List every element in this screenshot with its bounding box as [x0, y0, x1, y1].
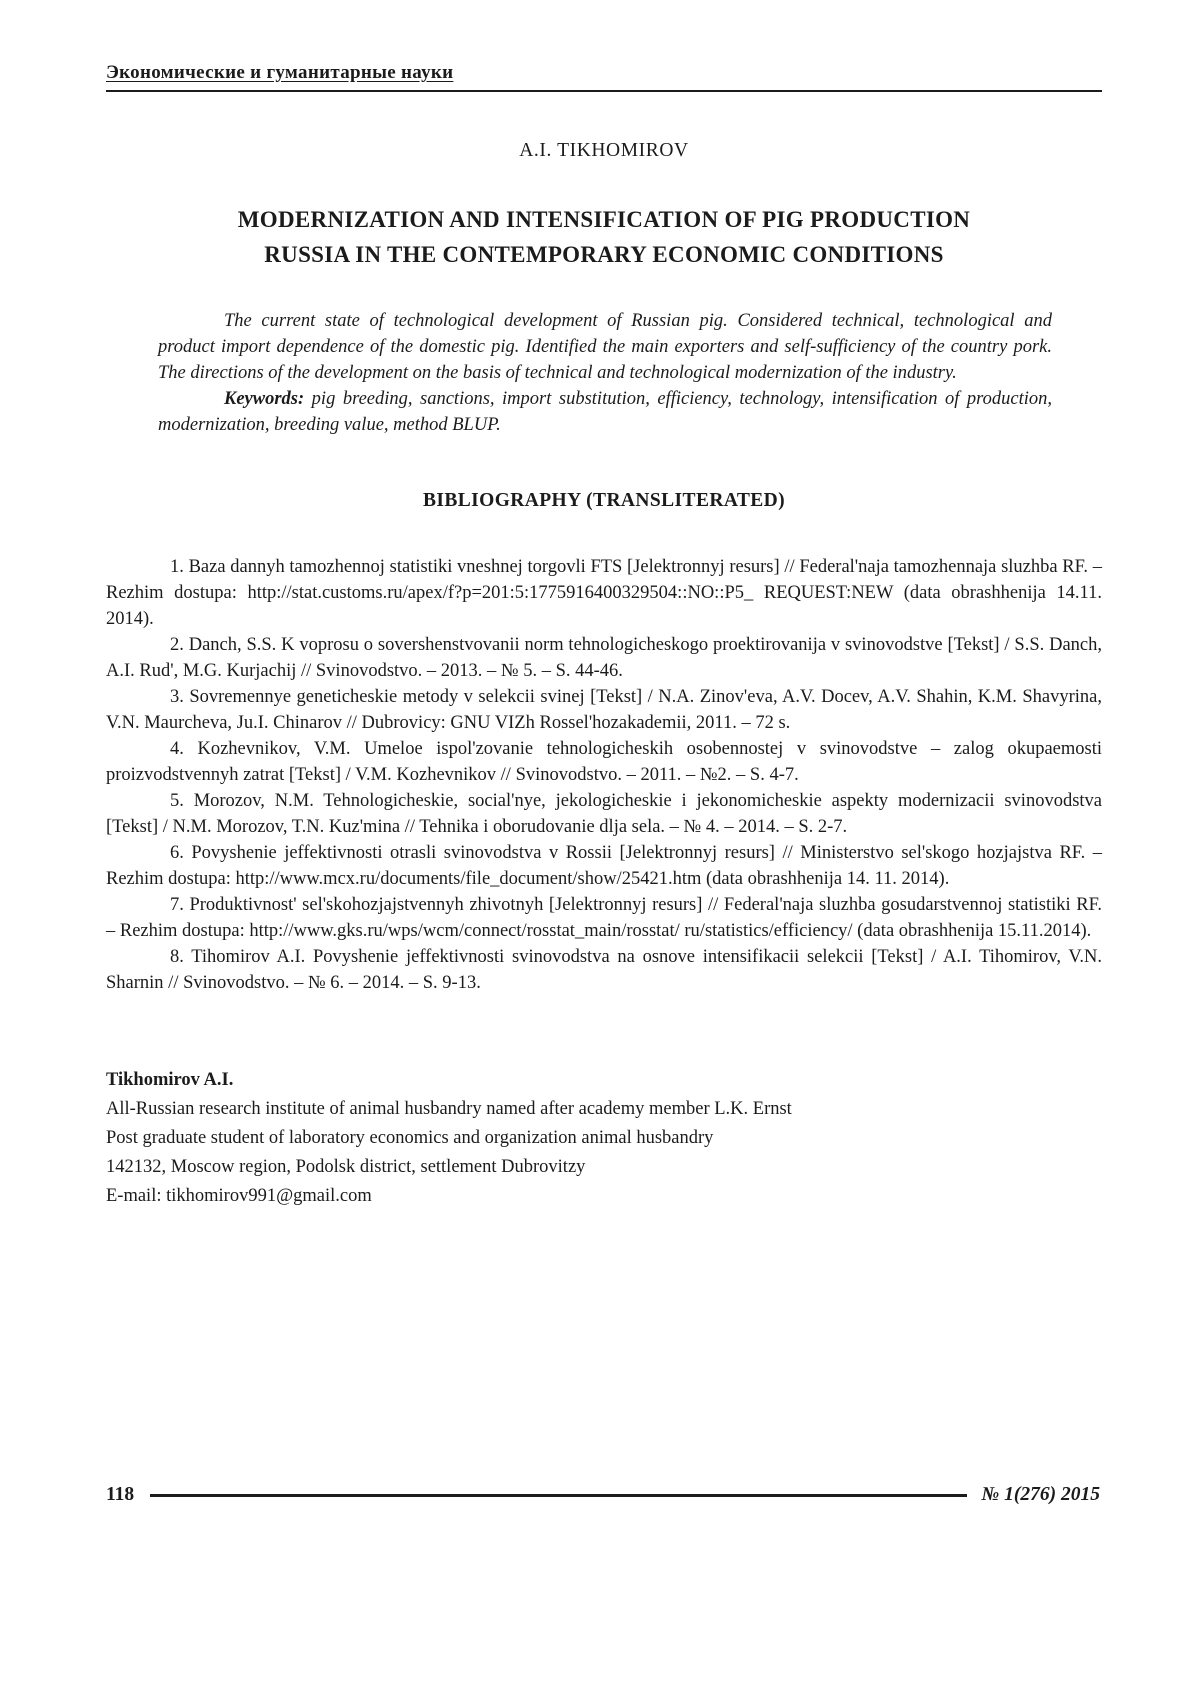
- contact-author-name: Tikhomirov A.I.: [106, 1070, 234, 1090]
- paper-keywords: [158, 386, 1052, 438]
- bibliography-list: [106, 554, 1102, 996]
- footer-page-number: 118: [106, 1484, 135, 1505]
- paper-title-line-1: MODERNIZATION AND INTENSIFICATION OF PIG PRODUCTION: [237, 207, 971, 232]
- footer-issue-number: № 1(276) 2015: [981, 1484, 1100, 1505]
- abstract-block: [158, 308, 1052, 438]
- bibliography-entry-4: 4. Kozhevnikov, V.M. Umeloe ispol'zovanie tehnologicheskih osobennostej v svinovodstve – zalog okupaemosti proizvodstvennyh zatrat [Tekst] / V.M. Kozhevnikov // Svinovodstvo. – 2011. – №2. – S. 4-7.: [106, 739, 1102, 785]
- bibliography-entry-6: 6. Povyshenie jeffektivnosti otrasli svinovodstva v Rossii [Jelektronnyj resurs] // Ministerstvo sel'skogo hozjajstva RF. – Rezhim dostupa: http://www.mcx.ru/documents/file_document/show/25421.htm (data obrashhenija 14. 11. 2014).: [106, 843, 1102, 889]
- author-contact-block: [106, 1066, 1102, 1211]
- paper-author: A.I. TIKHOMIROV: [519, 140, 689, 161]
- journal-section-title: Экономические и гуманитарные науки: [106, 62, 454, 83]
- bibliography-entry-1: 1. Baza dannyh tamozhennoj statistiki vneshnej torgovli FTS [Jelektronnyj resurs] // Federal'naja tamozhennaja sluzhba RF. – Rezhim dostupa: http://stat.customs.ru/apex/f?p=201:5:1775916400329504::NO::P5_ REQUEST:NEW (data obrashhenija 14.11. 2014).: [106, 557, 1102, 629]
- paper-title: [106, 202, 1102, 272]
- contact-address: 142132, Moscow region, Podolsk district, settlement Dubrovitzy: [106, 1157, 586, 1177]
- keywords-label: Keywords:: [224, 389, 305, 409]
- contact-email: E-mail: tikhomirov991@gmail.com: [106, 1186, 372, 1206]
- keywords-text: pig breeding, sanctions, import substitution, efficiency, technology, intensification of production, modernization, breeding value, method BLUP.: [158, 389, 1052, 435]
- footer-rule: [150, 1494, 967, 1497]
- bibliography-entry-7: 7. Produktivnost' sel'skohozjajstvennyh zhivotnyh [Jelektronnyj resurs] // Federal'naja sluzhba gosudarstvennoj statistiki RF. – Rezhim dostupa: http://www.gks.ru/wps/wcm/connect/rosstat_main/rosstat/ ru/statistics/efficiency/ (data obrashhenija 15.11.2014).: [106, 895, 1102, 941]
- bibliography-entry-8: 8. Tihomirov A.I. Povyshenie jeffektivnosti svinovodstva na osnove intensifikacii selekcii [Tekst] / A.I. Tihomirov, V.N. Sharnin // Svinovodstvo. – № 6. – 2014. – S. 9-13.: [106, 947, 1102, 993]
- contact-position: Post graduate student of laboratory economics and organization animal husbandry: [106, 1128, 714, 1148]
- paper-title-line-2: RUSSIA IN THE CONTEMPORARY ECONOMIC CONDITIONS: [264, 242, 944, 267]
- contact-affiliation: All-Russian research institute of animal husbandry named after academy member L.K. Ernst: [106, 1099, 792, 1119]
- bibliography-entry-3: 3. Sovremennye geneticheskie metody v selekcii svinej [Tekst] / N.A. Zinov'eva, A.V. Docev, A.V. Shahin, K.M. Shavyrina, V.N. Maurcheva, Ju.I. Chinarov // Dubrovicy: GNU VIZh Rossel'hozakademii, 2011. – 72 s.: [106, 687, 1102, 733]
- journal-header: [106, 60, 1102, 92]
- bibliography-heading: BIBLIOGRAPHY (TRANSLITERATED): [422, 490, 786, 511]
- bibliography-entry-2: 2. Danch, S.S. K voprosu o sovershenstvovanii norm tehnologicheskogo proektirovanija v svinovodstve [Tekst] / S.S. Danch, A.I. Rud', M.G. Kurjachij // Svinovodstvo. – 2013. – № 5. – S. 44-46.: [106, 635, 1102, 681]
- bibliography-entry-5: 5. Morozov, N.M. Tehnologicheskie, social'nye, jekologicheskie i jekonomicheskie aspekty modernizacii svinovodstva [Tekst] / N.M. Morozov, T.N. Kuz'mina // Tehnika i oborudovanie dlja sela. – № 4. – 2014. – S. 2-7.: [106, 791, 1102, 837]
- page-footer: [106, 1482, 1100, 1508]
- paper-abstract: The current state of technological development of Russian pig. Considered technical, technological and product import dependence of the domestic pig. Identified the main exporters and self-sufficiency of the country pork. The directions of the development on the basis of technical and technological modernization of the industry.: [158, 311, 1052, 383]
